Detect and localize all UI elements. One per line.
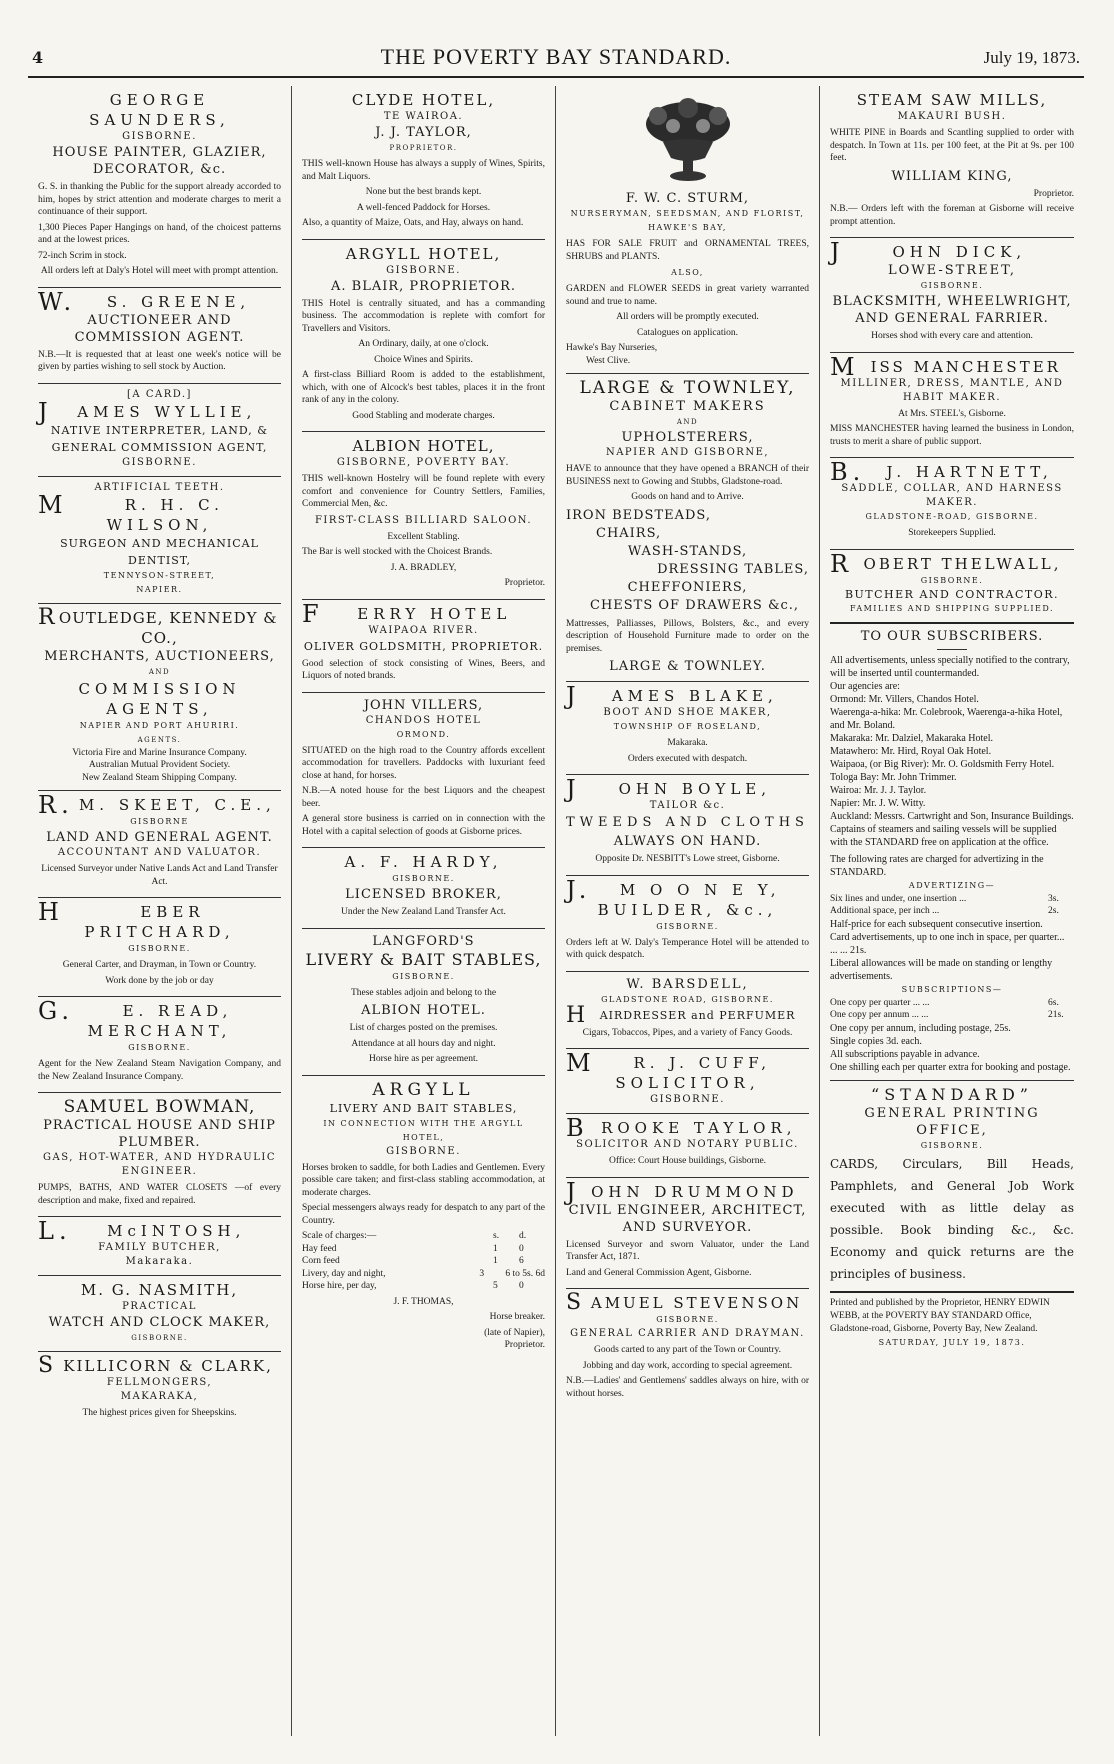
furniture-list [566, 507, 809, 615]
advertising-rates [830, 893, 1074, 918]
list-item: Waerenga-a-hika: Mr. Colebrook, Waerenga-a-hika Hotel, and Mr. Boland. [830, 706, 1063, 731]
list-item: CHESTS OF DRAWERS &c., [590, 597, 800, 613]
ad-drummond: JOHN DRUMMOND CIVIL ENGINEER, ARCHITECT, AND SURVEYOR. Licensed Surveyor and sworn Valuator, under the Land Transfer Act, 1871. Land and General Commission Agent, Gisborne. [566, 1178, 809, 1290]
table-row: Additional space, per inch ... 2s. [830, 906, 1059, 916]
divider [937, 649, 967, 650]
ad-pritchard: H EBER PRITCHARD, GISBORNE. General Carter, and Drayman, in Town or Country. Work done by the job or day [38, 898, 281, 997]
ad-skillicorn: S KILLICORN & CLARK, FELLMONGERS, MAKARAKA, The highest prices given for Sheepskins. [38, 1353, 273, 1418]
ad-greene: W. S. GREENE, AUCTIONEER AND COMMISSION AGENT. N.B.—It is requested that at least one week's notice will be given by parties wishing to sell stock by Auction. [38, 288, 281, 384]
list-item: Waipaoa, (or Big River): Mr. O. Goldsmith Ferry Hotel. [830, 758, 1055, 770]
list-item: Matawhero: Mr. Hird, Royal Oak Hotel. [830, 745, 992, 757]
table-row: Horse hire, per day, 5 0 [302, 1281, 524, 1291]
list-item: Wairoa: Mr. J. J. Taylor. [830, 784, 927, 796]
ad-miss-manchester: MISS MANCHESTER MILLINER, DRESS, MANTLE, AND HABIT MAKER. At Mrs. STEEL's, Gisborne. MISS MANCHESTER having learned the business in London, trusts to merit a share of public support. [830, 353, 1074, 459]
ad-routledge: R OUTLEDGE, KENNEDY & CO., MERCHANTS, AUCTIONEERS, AND COMMISSION AGENTS, NAPIER AND PORT AHURIRI. AGENTS. Victoria Fire and Marine Insurance Company. Australian Mutual Provident Society. New Zealand Steam Shipping Company. [38, 604, 281, 792]
list-item: Napier: Mr. J. W. Witty. [830, 797, 926, 809]
list-item: DRESSING TABLES, [657, 561, 809, 577]
table-row: One copy per quarter ... ... 6s. [830, 997, 1059, 1008]
agents-list [830, 693, 1074, 823]
ad-barsdell: W. BARSDELL, GLADSTONE ROAD, GISBORNE. H AIRDRESSER and PERFUMER Cigars, Tobaccos, Pipes, and a variety of Fancy Goods. [566, 972, 809, 1050]
ad-blake: J AMES BLAKE, BOOT AND SHOE MAKER, TOWNSHIP OF ROSELAND, Makaraka. Orders executed with despatch. [566, 682, 809, 775]
newspaper-page [28, 34, 1084, 1744]
list-item: IRON BEDSTEADS, [566, 507, 712, 523]
ad-read: G. E. READ, MERCHANT, GISBORNE. Agent for the New Zealand Steam Navigation Company, and the New Zealand Insurance Company. [38, 997, 281, 1093]
ad-wyllie: [A CARD.] J AMES WYLLIE, NATIVE INTERPRETER, LAND, & GENERAL COMMISSION AGENT, GISBORNE. [38, 384, 281, 477]
ad-argyll-stables: ARGYLL LIVERY AND BAIT STABLES, IN CONNECTION WITH THE ARGYLL HOTEL, GISBORNE. Horses broken to saddle, for both Ladies and Gentlemen. Every possible care taken; and first-class stabling accommodation, at moderate charges. Special messengers always ready for despatch to any part of the Country. Scale of charges:— s. d. Hay feed 1 0 Corn feed 1 6 Livery, day and night, 3 6 to 5s. 6d Horse hire, per day, 5 0 J. F. THOMAS, Horse breaker. (late of Napier), Proprietor. [302, 1079, 545, 1350]
ad-brooke-taylor: BROOKE TAYLOR, SOLICITOR AND NOTARY PUBLIC. Office: Court House buildings, Gisborne. [566, 1114, 809, 1178]
list-item: Auckland: Messrs. Cartwright and Son, Insurance Buildings. [830, 810, 1074, 822]
ad-large-townley: LARGE & TOWNLEY, CABINET MAKERS AND UPHOLSTERERS, NAPIER AND GISBORNE, HAVE to announce that they have opened a BRANCH of their BUSINESS next to Gowing and Stubbs, Gladstone-road. Goods on hand and to Arrive. IRON BEDSTEADS, CHAIRS, WASH-STANDS, DRESSING TABLES, CHEFFONIERS, CHESTS OF DRAWERS &c., Mattresses, Palliasses, Pillows, Bolsters, &c., and every description of Household Furniture made to order on the premises. LARGE & TOWNLEY. [566, 374, 809, 682]
ad-skeet: R. M. SKEET, C.E., GISBORNE LAND AND GENERAL AGENT. ACCOUNTANT AND VALUATOR. Licensed Surveyor under Native Lands Act and Land Transfer Act. [38, 791, 281, 898]
list-item: Tologa Bay: Mr. John Trimmer. [830, 771, 957, 783]
ad-cuff: M R. J. CUFF, SOLICITOR, GISBORNE. [566, 1049, 809, 1114]
masthead [28, 34, 1084, 78]
ad-nasmith: M. G. NASMITH, PRACTICAL WATCH AND CLOCK MAKER, GISBORNE. [38, 1276, 281, 1352]
ad-hardy: A. F. HARDY, GISBORNE. LICENSED BROKER, Under the New Zealand Land Transfer Act. [302, 848, 545, 929]
ad-ferry-hotel: F ERRY HOTEL WAIPAOA RIVER. OLIVER GOLDSMITH, PROPRIETOR. Good selection of stock consisting of Wines, Beers, and Liquors of noted brands. [302, 600, 545, 693]
table-row: Corn feed 1 6 [302, 1256, 524, 1266]
ad-mooney: J. M O O N E Y, BUILDER, &c., GISBORNE. Orders left at W. Daly's Temperance Hotel will be attended to with quick despatch. [566, 876, 809, 972]
list-item: WASH-STANDS, [627, 543, 748, 559]
ad-boyle: J OHN BOYLE, TAILOR &c. TWEEDS AND CLOTHS ALWAYS ON HAND. Opposite Dr. NESBITT's Lowe street, Gisborne. [566, 775, 809, 876]
notice-subscribers: TO OUR SUBSCRIBERS. All advertisements, unless specially notified to the contrary, will be inserted until countermanded. Our agencies are: Ormond: Mr. Villers, Chandos Hotel. Waerenga-a-hika: Mr. Colebrook, Waerenga-a-hika Hotel, and Mr. Boland. Makaraka: Mr. Dalziel, Makaraka Hotel. Matawhero: Mr. Hird, Royal Oak Hotel. Waipaoa, (or Big River): Mr. O. Goldsmith Ferry Hotel. Tologa Bay: Mr. John Trimmer. Wairoa: Mr. J. J. Taylor. Napier: Mr. J. W. Witty. Auckland: Messrs. Cartwright and Son, Insurance Buildings. Captains of steamers and sailing vessels will be supplied with the STANDARD free on application at the office. The following rates are charged for advertizing in the STANDARD. ADVERTIZING— Six lines and under, one insertion ... 3s. Additional space, per inch ... 2s. Half-price for each subsequent consecutive insertion. Card advertisements, up to one inch in space, per quarter... ... ... 21s. Liberal allowances will be made on standing or lengthy advertisements. SUBSCRIPTIONS— One copy per quarter ... ... 6s. One copy per annum ... ... 21s. One copy per annum, including postage, 25s. Single copies 3d. each. All subscriptions payable in advance. One shilling each per quarter extra for booking and postage. [830, 624, 1074, 1081]
ad-wilson: ARTIFICIAL TEETH. M R. H. C. WILSON, SURGEON AND MECHANICAL DENTIST, TENNYSON-STREET, NAPIER. [38, 477, 281, 604]
columns [28, 86, 1084, 1736]
column-2 [292, 86, 556, 1736]
table-row: Livery, day and night, 3 6 to 5s. 6d [302, 1268, 545, 1279]
list-item: CHAIRS, [596, 525, 662, 541]
flower-vase-icon [633, 96, 743, 184]
table-row: Hay feed 1 0 [302, 1243, 524, 1254]
charges-table: Scale of charges:— s. d. Hay feed 1 0 Corn feed 1 6 Livery, day and night, 3 6 to 5s. 6d Horse hire, per day, 5 0 [302, 1231, 545, 1291]
issue-date: July 19, 1873. [983, 48, 1080, 67]
ad-mcintosh: L. McINTOSH, FAMILY BUTCHER, Makaraka. [38, 1217, 281, 1276]
ad-bowman: SAMUEL BOWMAN, PRACTICAL HOUSE AND SHIP PLUMBER. GAS, HOT-WATER, AND HYDRAULIC ENGINEER. PUMPS, BATHS, AND WATER CLOSETS —of every description and make, fixed and repaired. [38, 1093, 281, 1217]
list-item: Ormond: Mr. Villers, Chandos Hotel. [830, 693, 979, 705]
ad-saunders: GEORGE SAUNDERS, GISBORNE. HOUSE PAINTER, GLAZIER, DECORATOR, &c. G. S. in thanking the Public for the support already accorded to him, hopes by strict attention and moderate charges to merit a continuance of their support. 1,300 Pieces Paper Hangings on hand, of the choicest patterns and at the lowest prices. 72-inch Scrim in stock. All orders left at Daly's Hotel will meet with prompt attention. [38, 86, 281, 288]
ad-standard-printing: “STANDARD” GENERAL PRINTING OFFICE, GISBORNE. CARDS, Circulars, Bill Heads, Pamphlets, and General Job Work executed with as little delay as possible. Book binding &c., &c. Economy and quick returns are the principles of business. [830, 1081, 1074, 1293]
ad-thelwall: ROBERT THELWALL, GISBORNE. BUTCHER AND CONTRACTOR. FAMILIES AND SHIPPING SUPPLIED. [830, 550, 1074, 624]
list-item: Makaraka: Mr. Dalziel, Makaraka Hotel. [830, 732, 993, 744]
newspaper-title: THE POVERTY BAY STANDARD. [380, 44, 732, 69]
subscription-rates [830, 997, 1074, 1022]
ad-john-dick: J OHN DICK, LOWE-STREET, GISBORNE. BLACKSMITH, WHEELWRIGHT, AND GENERAL FARRIER. Horses shod with every care and attention. [830, 238, 1074, 353]
imprint: Printed and published by the Proprietor, HENRY EDWIN WEBB, at the POVERTY BAY STANDARD Office, Gladstone-road, Gisborne, Poverty Bay, New Zealand. SATURDAY, JULY 19, 1873. [830, 1297, 1050, 1347]
ad-steam-saw-mills: STEAM SAW MILLS, MAKAURI BUSH. WHITE PINE in Boards and Scantling supplied to order with despatch. In Town at 11s. per 100 feet, at the Pit at 9s. per 100 feet. WILLIAM KING, Proprietor. N.B.— Orders left with the foreman at Gisborne will receive prompt attention. [830, 86, 1074, 238]
ad-sturm: F. W. C. STURM, NURSERYMAN, SEEDSMAN, AND FLORIST, HAWKE'S BAY, HAS FOR SALE FRUIT and ORNAMENTAL TREES, SHRUBS and PLANTS. ALSO, GARDEN and FLOWER SEEDS in great variety warranted sound and true to name. All orders will be promptly executed. Catalogues on application. Hawke's Bay Nurseries, West Clive. [566, 86, 809, 374]
ad-hartnett: B. J. HARTNETT, SADDLE, COLLAR, AND HARNESS MAKER. GLADSTONE-ROAD, GISBORNE. Storekeepers Supplied. [830, 458, 1074, 550]
column-3 [556, 86, 820, 1736]
ad-albion-hotel: ALBION HOTEL, GISBORNE, POVERTY BAY. THIS well-known Hostelry will be found replete with every comfort and convenience for Country Settlers, Families, Commercial Men, &c. FIRST-CLASS BILLIARD SALOON. Excellent Stabling. The Bar is well stocked with the Choicest Brands. J. A. BRADLEY, Proprietor. [302, 432, 545, 600]
list-item: CHEFFONIERS, [627, 579, 748, 595]
page-number: 4 [32, 48, 44, 67]
ad-langford: LANGFORD'S LIVERY & BAIT STABLES, GISBORNE. These stables adjoin and belong to the ALBION HOTEL. List of charges posted on the premises. Attendance at all hours day and night. Horse hire as per agreement. [302, 929, 545, 1076]
table-row: Six lines and under, one insertion ... 3s. [830, 893, 1059, 904]
column-1 [28, 86, 292, 1736]
ad-clyde-hotel: CLYDE HOTEL, TE WAIROA. J. J. TAYLOR, PROPRIETOR. THIS well-known House has always a supply of Wines, Spirits, and Malt Liquors. None but the best brands kept. A well-fenced Paddock for Horses. Also, a quantity of Maize, Oats, and Hay, always on hand. [302, 86, 545, 240]
ad-villers: JOHN VILLERS, CHANDOS HOTEL ORMOND. SITUATED on the high road to the Country affords excellent accommodation for travellers. Paddocks with luxuriant feed close at hand, for horses. N.B.—A noted house for the best Liquors and the cheapest beer. A general store business is carried on in connection with the Hotel with a capital selection of goods at Gisborne prices. [302, 693, 545, 849]
table-row: One copy per annum ... ... 21s. [830, 1010, 1064, 1020]
ad-stevenson: S AMUEL STEVENSON GISBORNE. GENERAL CARRIER AND DRAYMAN. Goods carted to any part of the Town or Country. Jobbing and day work, according to special agreement. N.B.—Ladies' and Gentlemens' saddles always on hire, with or without horses. [566, 1290, 809, 1399]
ad-argyll-hotel: ARGYLL HOTEL, GISBORNE. A. BLAIR, PROPRIETOR. THIS Hotel is centrally situated, and has a commanding business. The accommodation is replete with comfort for Travellers and Visitors. An Ordinary, daily, at one o'clock. Choice Wines and Spirits. A first-class Billiard Room is added to the establishment, which, with one of Alcock's best tables, places it in the front rank of any in the colony. Good Stabling and moderate charges. [302, 240, 545, 433]
column-4 [820, 86, 1084, 1736]
